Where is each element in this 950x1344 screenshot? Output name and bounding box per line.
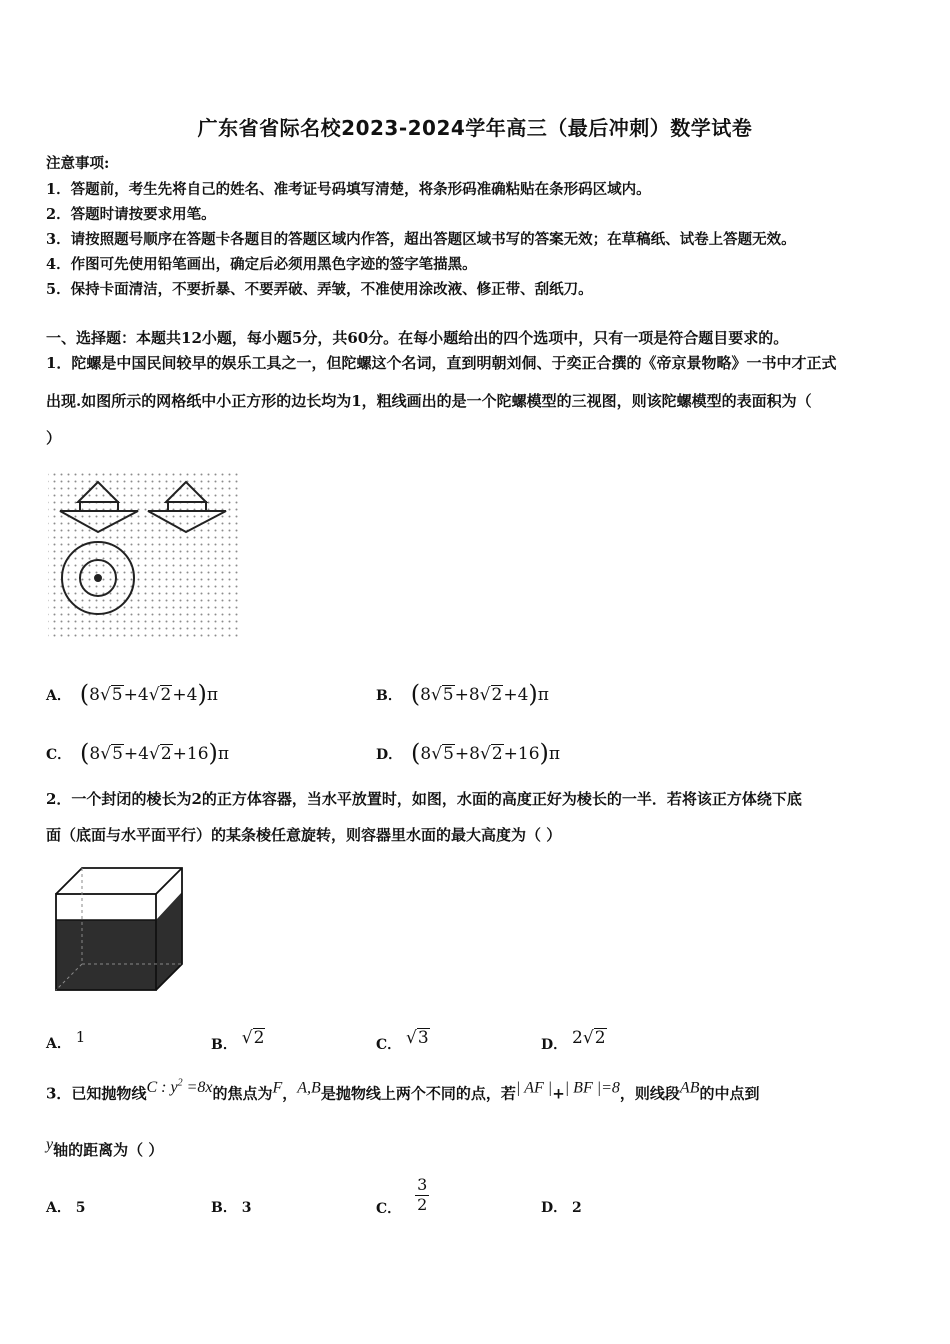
option-label: B．	[211, 1037, 237, 1053]
option-expression: (8√5+8√2+4)π	[410, 680, 549, 708]
option-label: A．	[46, 1200, 71, 1216]
option-label: C．	[46, 747, 72, 763]
option-label: D．	[376, 747, 403, 763]
option-value: 2√2	[572, 1028, 606, 1048]
option-label: D．	[541, 1037, 568, 1053]
q2-line-1: 2．一个封闭的棱长为2的正方体容器，当水平放置时，如图，水面的高度正好为棱长的一半．若将该正方体绕下底	[46, 790, 802, 808]
q1-three-view-figure	[46, 466, 244, 644]
q3-line-1: 3．已知抛物线C : $y^2 =8x$的焦点为F，A,B是抛物线上两个不同的点，若| AF |+| BF |=8，则线段AB的中点到	[46, 1078, 760, 1103]
notice-item-4: 4．作图可先使用铅笔画出，确定后必须用黑色字迹的签字笔描黑。	[46, 256, 477, 273]
q3-option-c[interactable]	[376, 1172, 429, 1218]
q3-option-b[interactable]	[211, 1197, 251, 1217]
option-label: C．	[376, 1037, 402, 1053]
section-heading: 一、选择题：本题共12小题，每小题5分，共60分。在每小题给出的四个选项中，只有一项是符合题目要求的。	[46, 329, 789, 347]
q1-option-d[interactable]	[376, 739, 560, 767]
option-fraction: $\frac{3}{2}$	[417, 1175, 428, 1214]
q2-cube-figure	[52, 864, 188, 994]
notice-item-2: 2．答题时请按要求用笔。	[46, 206, 216, 223]
option-label: B．	[376, 688, 402, 704]
option-label: A．	[46, 1036, 71, 1052]
q1-option-b[interactable]	[376, 680, 549, 708]
option-label: D．	[541, 1200, 568, 1216]
q1-option-c[interactable]	[46, 739, 229, 767]
option-value: 1	[75, 1028, 86, 1046]
notice-item-3: 3．请按照题号顺序在答题卡各题目的答题区域内作答，超出答题区域书写的答案无效；在草稿纸、试卷上答题无效。	[46, 231, 796, 248]
option-value: 5	[75, 1200, 86, 1216]
option-value: √2	[241, 1028, 265, 1048]
q3-line-2: y轴的距离为（ ）	[46, 1136, 164, 1159]
q1-line-1: 1．陀螺是中国民间较早的娱乐工具之一，但陀螺这个名词，直到明朝刘侗、于奕正合撰的《帝京景物略》一书中才正式	[46, 354, 837, 372]
q1-line-2: 出现.如图所示的网格纸中小正方形的边长均为1，粗线画出的是一个陀螺模型的三视图，则该陀螺模型的表面积为（	[46, 392, 812, 410]
q2-option-d[interactable]	[541, 1028, 607, 1054]
page-title: 广东省省际名校2023-2024学年高三（最后冲刺）数学试卷	[197, 116, 753, 140]
option-value: 2	[572, 1200, 582, 1216]
option-label: A．	[46, 688, 71, 704]
option-expression: (8√5+8√2+16)π	[411, 739, 561, 767]
option-value: 3	[241, 1200, 252, 1216]
q3-option-d[interactable]	[541, 1197, 582, 1217]
option-expression: (8√5+4√2+16)π	[80, 739, 230, 767]
notice-item-1: 1．答题前，考生先将自己的姓名、准考证号码填写清楚，将条形码准确粘贴在条形码区域内。	[46, 181, 651, 198]
q2-option-c[interactable]	[376, 1028, 430, 1054]
q1-option-a[interactable]	[46, 680, 218, 708]
option-label: B．	[211, 1200, 237, 1216]
q2-option-b[interactable]	[211, 1028, 265, 1054]
q2-option-a[interactable]	[46, 1028, 85, 1053]
option-value: √3	[406, 1028, 429, 1048]
q3-option-a[interactable]	[46, 1197, 86, 1217]
q1-line-3: ）	[46, 429, 62, 447]
option-expression: (8√5+4√2+4)π	[79, 680, 219, 708]
notice-heading: 注意事项:	[46, 155, 110, 172]
q2-line-2: 面（底面与水平面平行）的某条棱任意旋转，则容器里水面的最大高度为（ ）	[46, 826, 562, 844]
notice-item-5: 5．保持卡面清洁，不要折暴、不要弄破、弄皱，不准使用涂改液、修正带、刮纸刀。	[46, 281, 593, 298]
option-label: C．	[376, 1201, 402, 1217]
